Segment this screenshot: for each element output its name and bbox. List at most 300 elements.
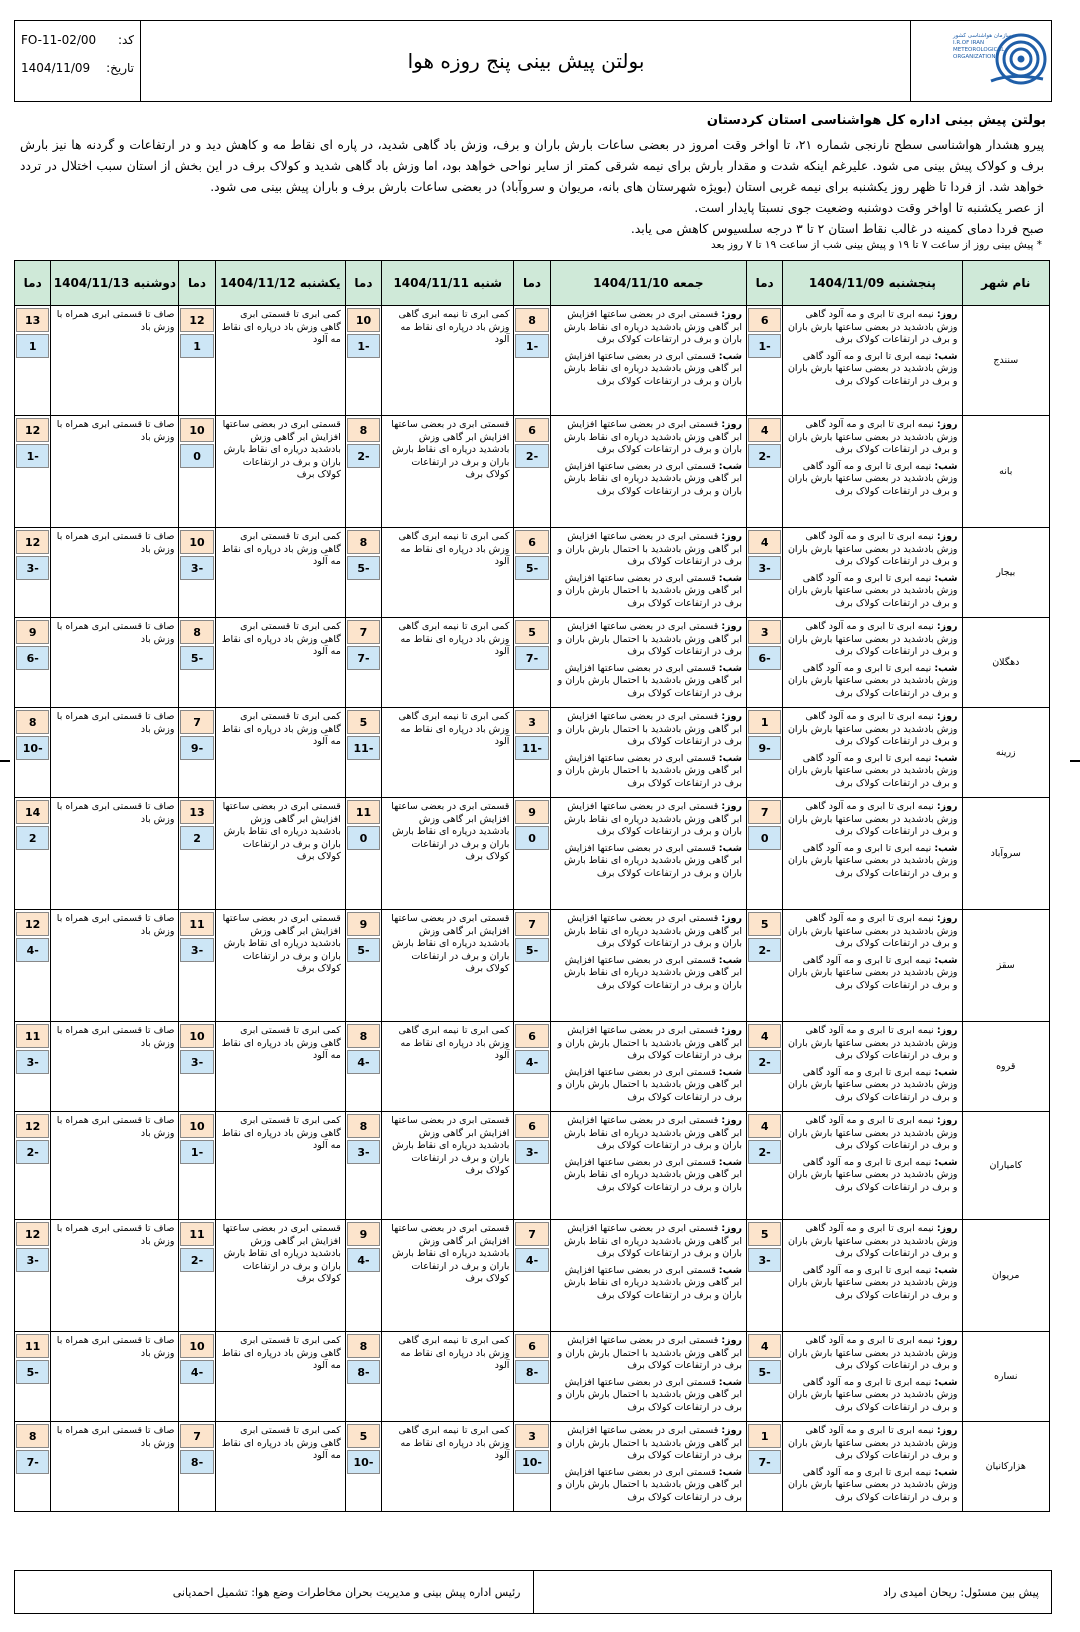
day-forecast bbox=[555, 531, 742, 569]
temperature-cell bbox=[514, 1220, 550, 1332]
temperature-cell bbox=[345, 910, 381, 1022]
forecast-time-note: * پیش بینی روز از ساعت ۷ تا ۱۹ و پیش بینی شب از ساعت ۱۹ تا ۷ روز بعد bbox=[711, 239, 1042, 251]
day-forecast-text: قسمتی ابری در بعضی ساعتها افزایش ابر گاهی وزش بادشدید با احتمال بارش باران و برف در ارتفاعات کولاک برف bbox=[557, 621, 742, 657]
night-forecast bbox=[555, 663, 742, 701]
city-name: سقز bbox=[962, 910, 1049, 1022]
max-temp: 9 bbox=[347, 912, 380, 936]
min-temp: -2 bbox=[748, 1140, 781, 1164]
forecast-text: کمی ابری تا قسمتی ابری گاهی وزش باد درپاره ای نقاط مه آلود bbox=[221, 1115, 341, 1151]
max-temp: 5 bbox=[748, 912, 781, 936]
temperature-cell bbox=[514, 528, 550, 618]
day-label: روز: bbox=[936, 1335, 958, 1346]
forecast-text: قسمتی ابری در بعضی ساعتها افزایش ابر گاهی وزش بادشدید دریاره ای نقاط بارش باران و برف در ارتفاعات کولاک برف bbox=[391, 419, 510, 480]
night-label: شب: bbox=[718, 662, 742, 674]
max-temp: 10 bbox=[180, 418, 213, 442]
code-box bbox=[15, 21, 141, 101]
max-temp: 6 bbox=[515, 530, 548, 554]
min-temp: -3 bbox=[16, 1248, 49, 1272]
forecast-text: کمی ابری تا نیمه ابری گاهی وزش باد درپاره ای نقاط مه آلود bbox=[398, 309, 510, 345]
temperature-cell bbox=[747, 618, 783, 708]
forecast-description bbox=[783, 1112, 962, 1220]
forecast-description bbox=[382, 416, 514, 528]
night-forecast bbox=[787, 1067, 957, 1105]
min-temp: -5 bbox=[347, 556, 380, 580]
table-row bbox=[15, 528, 1050, 618]
temp-column-header: دما bbox=[747, 261, 783, 306]
city-name: سروآباد bbox=[962, 798, 1049, 910]
temperature-cell bbox=[747, 1332, 783, 1422]
night-label: شب: bbox=[718, 350, 742, 362]
forecast-description bbox=[550, 708, 746, 798]
table-row bbox=[15, 708, 1050, 798]
day-forecast-text: قسمتی ابری در بعضی ساعتها افزایش ابر گاهی وزش بادشدید با احتمال بارش باران و برف در ارتفاعات کولاک برف bbox=[557, 531, 742, 567]
page-edge-mark bbox=[1070, 760, 1080, 762]
max-temp: 12 bbox=[180, 308, 213, 332]
night-forecast bbox=[555, 1067, 742, 1105]
forecast-description bbox=[382, 910, 514, 1022]
night-forecast-text: نیمه ابری تا ابری و مه آلود گاهی وزش بادشدید در بعضی ساعتها بارش باران و برف در ارتفاعات کولاک برف bbox=[787, 1156, 958, 1193]
temperature-cell bbox=[514, 798, 550, 910]
table-row bbox=[15, 1022, 1050, 1112]
night-forecast-text: نیمه ابری تا ابری و مه آلود گاهی وزش بادشدید در بعضی ساعتها بارش باران و برف در ارتفاعات کولاک برف bbox=[787, 350, 958, 387]
day-forecast bbox=[787, 1115, 957, 1153]
day-forecast-text: نیمه ابری تا ابری و مه آلود گاهی وزش بادشدید در بعضی ساعتها بارش باران و برف در ارتفاعات کولاک برف bbox=[787, 801, 958, 837]
night-forecast-text: قسمتی ابری در بعضی ساعتها افزایش ابر گاهی وزش بادشدید با احتمال بارش باران و برف در ارتفاعات کولاک برف bbox=[557, 1066, 742, 1103]
max-temp: 12 bbox=[16, 1222, 49, 1246]
max-temp: 6 bbox=[515, 1024, 548, 1048]
day-label: روز: bbox=[936, 913, 958, 924]
day-label: روز: bbox=[721, 309, 742, 320]
temperature-cell bbox=[15, 798, 51, 910]
forecast-text: صاف تا قسمتی ابری همراه با وزش باد bbox=[56, 1335, 175, 1359]
code-label: کد: bbox=[117, 33, 134, 47]
min-temp: -5 bbox=[16, 1360, 49, 1384]
forecast-text: کمی ابری تا نیمه ابری گاهی وزش باد درپاره ای نقاط مه آلود bbox=[398, 531, 510, 567]
city-name: نساره bbox=[962, 1332, 1049, 1422]
min-temp: -7 bbox=[515, 646, 548, 670]
forecast-text: کمی ابری تا نیمه ابری گاهی وزش باد درپاره ای نقاط مه آلود bbox=[398, 1025, 510, 1061]
day-forecast-text: قسمتی ابری در بعضی ساعتها افزایش ابر گاهی وزش بادشدید با احتمال بارش باران و برف در ارتفاعات کولاک برف bbox=[557, 1025, 742, 1061]
day-label: روز: bbox=[721, 913, 742, 924]
forecast-description bbox=[783, 306, 962, 416]
table-row bbox=[15, 1332, 1050, 1422]
day-label: روز: bbox=[721, 1223, 742, 1234]
forecast-description bbox=[783, 1220, 962, 1332]
min-temp: -7 bbox=[748, 1450, 781, 1474]
min-temp: 1 bbox=[16, 334, 49, 358]
day-forecast-text: نیمه ابری تا ابری و مه آلود گاهی وزش بادشدید در بعضی ساعتها بارش باران و برف در ارتفاعات کولاک برف bbox=[787, 621, 958, 657]
day-forecast-text: نیمه ابری تا ابری و مه آلود گاهی وزش بادشدید در بعضی ساعتها بارش باران و برف در ارتفاعات کولاک برف bbox=[787, 419, 958, 455]
forecast-description bbox=[550, 1422, 746, 1512]
night-forecast bbox=[787, 461, 957, 499]
max-temp: 12 bbox=[16, 418, 49, 442]
min-temp: -6 bbox=[16, 646, 49, 670]
night-forecast bbox=[555, 1157, 742, 1195]
max-temp: 10 bbox=[180, 1114, 213, 1138]
forecast-description bbox=[783, 1332, 962, 1422]
forecast-description bbox=[382, 1422, 514, 1512]
day-forecast bbox=[555, 1425, 742, 1463]
min-temp: -3 bbox=[16, 556, 49, 580]
day-label: روز: bbox=[721, 711, 742, 722]
temperature-cell bbox=[179, 1422, 215, 1512]
max-temp: 11 bbox=[16, 1334, 49, 1358]
temperature-cell bbox=[747, 1022, 783, 1112]
max-temp: 5 bbox=[515, 620, 548, 644]
day-column-header: شنبه 1404/11/11 bbox=[382, 261, 514, 306]
forecast-description bbox=[215, 1220, 345, 1332]
temperature-cell bbox=[179, 708, 215, 798]
temperature-cell bbox=[345, 1332, 381, 1422]
bulletin-page bbox=[14, 20, 1052, 1612]
forecast-description bbox=[550, 416, 746, 528]
forecast-description bbox=[51, 1332, 179, 1422]
max-temp: 4 bbox=[748, 418, 781, 442]
forecast-description bbox=[215, 416, 345, 528]
day-forecast bbox=[787, 1335, 957, 1373]
night-forecast bbox=[787, 573, 957, 611]
max-temp: 11 bbox=[16, 1024, 49, 1048]
forecast-description bbox=[382, 1022, 514, 1112]
min-temp: -4 bbox=[515, 1248, 548, 1272]
temperature-cell bbox=[345, 528, 381, 618]
forecast-description bbox=[550, 618, 746, 708]
night-label: شب: bbox=[718, 1066, 742, 1078]
night-forecast bbox=[787, 1157, 957, 1195]
temperature-cell bbox=[179, 416, 215, 528]
night-forecast bbox=[787, 753, 957, 791]
night-forecast bbox=[555, 573, 742, 611]
day-column-header: یکشنبه 1404/11/12 bbox=[215, 261, 345, 306]
max-temp: 8 bbox=[347, 1114, 380, 1138]
max-temp: 8 bbox=[347, 418, 380, 442]
max-temp: 5 bbox=[748, 1222, 781, 1246]
day-forecast bbox=[555, 1223, 742, 1261]
day-column-header: جمعه 1404/11/10 bbox=[550, 261, 746, 306]
logo-icon bbox=[911, 21, 1051, 101]
min-temp: -10 bbox=[515, 1450, 548, 1474]
night-label: شب: bbox=[718, 1466, 742, 1478]
forecast-description bbox=[550, 1022, 746, 1112]
min-temp: -2 bbox=[16, 1140, 49, 1164]
min-temp: 0 bbox=[347, 826, 380, 850]
day-forecast bbox=[787, 1223, 957, 1261]
temperature-cell bbox=[345, 618, 381, 708]
forecast-text: کمی ابری تا نیمه ابری گاهی وزش باد درپاره ای نقاط مه آلود bbox=[398, 621, 510, 657]
temperature-cell bbox=[514, 416, 550, 528]
max-temp: 11 bbox=[347, 800, 380, 824]
temperature-cell bbox=[179, 1112, 215, 1220]
night-label: شب: bbox=[934, 1066, 958, 1078]
day-forecast-text: نیمه ابری تا ابری و مه آلود گاهی وزش بادشدید در بعضی ساعتها بارش باران و برف در ارتفاعات کولاک برف bbox=[787, 1223, 958, 1259]
night-forecast bbox=[787, 351, 957, 389]
night-forecast bbox=[555, 351, 742, 389]
min-temp: -3 bbox=[16, 1050, 49, 1074]
day-label: روز: bbox=[936, 531, 958, 542]
table-row bbox=[15, 1220, 1050, 1332]
night-forecast bbox=[787, 1265, 957, 1303]
day-forecast bbox=[787, 801, 957, 839]
min-temp: -7 bbox=[347, 646, 380, 670]
night-forecast-text: نیمه ابری تا ابری و مه آلود گاهی وزش بادشدید در بعضی ساعتها بارش باران و برف در ارتفاعات کولاک برف bbox=[787, 1264, 958, 1301]
max-temp: 8 bbox=[347, 530, 380, 554]
day-forecast bbox=[787, 913, 957, 951]
night-label: شب: bbox=[934, 842, 958, 854]
day-column-header: پنجشنبه 1404/11/09 bbox=[783, 261, 962, 306]
min-temp: -2 bbox=[748, 1050, 781, 1074]
night-label: شب: bbox=[718, 1376, 742, 1388]
temperature-cell bbox=[15, 910, 51, 1022]
min-temp: -2 bbox=[347, 444, 380, 468]
organization-logo bbox=[910, 21, 1051, 101]
temperature-cell bbox=[15, 1220, 51, 1332]
forecast-text: کمی ابری تا نیمه ابری گاهی وزش باد درپاره ای نقاط مه آلود bbox=[398, 1425, 510, 1461]
night-label: شب: bbox=[718, 1156, 742, 1168]
forecast-description bbox=[215, 798, 345, 910]
min-temp: -3 bbox=[748, 1248, 781, 1272]
temperature-cell bbox=[747, 910, 783, 1022]
day-forecast bbox=[555, 1115, 742, 1153]
night-forecast-text: قسمتی ابری در بعضی ساعتها افزایش ابر گاهی وزش بادشدید با احتمال بارش باران و برف در ارتفاعات کولاک برف bbox=[557, 752, 742, 789]
forecast-description bbox=[382, 708, 514, 798]
table-row bbox=[15, 306, 1050, 416]
intro-paragraph: پیرو هشدار هواشناسی سطح نارنجی شماره ۲۱، تا اواخر وقت امروز در بعضی ساعات بارش باران و برف، وزش باد گاهی شدید، در پاره ای نقاط مه و کاهش دید و در ارتفاعات و گردنه ها نیز بارش برف و کولاک پیش بینی می شود. علیرغم اینکه شدت و مقدار بارش برای نیمه شرقی کمتر از سایر نواحی خواهد بود، اما وزش باد گاهی شدید و کولاک برف در این بخش از استان سبب اختلال در تردد خواهد شد. از فردا تا ظهر روز یکشنبه برای نیمه غربی استان (بویژه شهرستان های بانه، مریوان و سروآباد) در بعضی ساعات بارش برف و باران پیش بینی می شود. bbox=[20, 138, 1044, 194]
forecast-text: صاف تا قسمتی ابری همراه با وزش باد bbox=[56, 1115, 175, 1139]
day-label: روز: bbox=[936, 1025, 958, 1036]
city-name: مریوان bbox=[962, 1220, 1049, 1332]
min-temp: 0 bbox=[748, 826, 781, 850]
temperature-cell bbox=[747, 1422, 783, 1512]
forecast-text: صاف تا قسمتی ابری همراه با وزش باد bbox=[56, 531, 175, 555]
day-forecast bbox=[787, 1425, 957, 1463]
day-forecast bbox=[787, 531, 957, 569]
max-temp: 4 bbox=[748, 1024, 781, 1048]
forecast-text: قسمتی ابری در بعضی ساعتها افزایش ابر گاهی وزش بادشدید دریاره ای نقاط بارش باران و برف در ارتفاعات کولاک برف bbox=[222, 419, 341, 480]
forecast-description bbox=[382, 618, 514, 708]
night-label: شب: bbox=[934, 572, 958, 584]
date-label: تاریخ: bbox=[106, 61, 134, 75]
min-temp: 2 bbox=[16, 826, 49, 850]
day-forecast-text: قسمتی ابری در بعضی ساعتها افزایش ابر گاهی وزش بادشدید دریاره ای نقاط بارش باران و برف در ارتفاعات کولاک برف bbox=[564, 913, 742, 949]
day-forecast-text: قسمتی ابری در بعضی ساعتها افزایش ابر گاهی وزش بادشدید دریاره ای نقاط بارش باران و برف در ارتفاعات کولاک برف bbox=[564, 309, 742, 345]
temp-column-header: دما bbox=[345, 261, 381, 306]
min-temp: -1 bbox=[347, 334, 380, 358]
day-label: روز: bbox=[721, 621, 742, 632]
max-temp: 6 bbox=[515, 418, 548, 442]
night-forecast bbox=[555, 1377, 742, 1415]
forecast-text: صاف تا قسمتی ابری همراه با وزش باد bbox=[56, 621, 175, 645]
city-name: بانه bbox=[962, 416, 1049, 528]
min-temp: -2 bbox=[748, 444, 781, 468]
temp-column-header: دما bbox=[15, 261, 51, 306]
temperature-cell bbox=[15, 416, 51, 528]
temperature-cell bbox=[15, 528, 51, 618]
max-temp: 11 bbox=[180, 912, 213, 936]
day-forecast bbox=[555, 309, 742, 347]
max-temp: 3 bbox=[515, 1424, 548, 1448]
forecast-description bbox=[783, 618, 962, 708]
forecast-text: صاف تا قسمتی ابری همراه با وزش باد bbox=[56, 913, 175, 937]
table-row bbox=[15, 416, 1050, 528]
temperature-cell bbox=[179, 1332, 215, 1422]
forecast-text: قسمتی ابری در بعضی ساعتها افزایش ابر گاهی وزش بادشدید دریاره ای نقاط بارش باران و برف در ارتفاعات کولاک برف bbox=[391, 1223, 510, 1284]
day-label: روز: bbox=[936, 309, 958, 320]
max-temp: 9 bbox=[16, 620, 49, 644]
night-label: شب: bbox=[718, 460, 742, 472]
day-forecast-text: قسمتی ابری در بعضی ساعتها افزایش ابر گاهی وزش بادشدید دریاره ای نقاط بارش باران و برف در ارتفاعات کولاک برف bbox=[564, 801, 742, 837]
night-forecast-text: قسمتی ابری در بعضی ساعتها افزایش ابر گاهی وزش بادشدید دریاره ای نقاط بارش باران و برف در ارتفاعات کولاک برف bbox=[564, 954, 742, 991]
temperature-cell bbox=[345, 1112, 381, 1220]
forecast-description bbox=[215, 708, 345, 798]
temperature-cell bbox=[345, 1220, 381, 1332]
day-forecast bbox=[555, 1025, 742, 1063]
min-temp: -3 bbox=[180, 1050, 213, 1074]
min-temp: -8 bbox=[180, 1450, 213, 1474]
temperature-cell bbox=[514, 306, 550, 416]
temp-column-header: دما bbox=[514, 261, 550, 306]
intro-heading: بولتن پیش بینی اداره کل هواشناسی استان کردستان bbox=[706, 113, 1046, 128]
day-forecast-text: قسمتی ابری در بعضی ساعتها افزایش ابر گاهی وزش بادشدید با احتمال بارش باران و برف در ارتفاعات کولاک برف bbox=[557, 1425, 742, 1461]
day-forecast bbox=[787, 711, 957, 749]
max-temp: 7 bbox=[515, 1222, 548, 1246]
table-row bbox=[15, 1112, 1050, 1220]
forecast-description bbox=[550, 1220, 746, 1332]
night-forecast bbox=[555, 1467, 742, 1505]
max-temp: 12 bbox=[16, 1114, 49, 1138]
night-forecast-text: نیمه ابری تا ابری و مه آلود گاهی وزش بادشدید در بعضی ساعتها بارش باران و برف در ارتفاعات کولاک برف bbox=[787, 842, 958, 879]
max-temp: 7 bbox=[180, 1424, 213, 1448]
day-label: روز: bbox=[721, 1115, 742, 1126]
night-label: شب: bbox=[934, 1156, 958, 1168]
night-forecast-text: قسمتی ابری در بعضی ساعتها افزایش ابر گاهی وزش بادشدید با احتمال بارش باران و برف در ارتفاعات کولاک برف bbox=[557, 572, 742, 609]
temperature-cell bbox=[179, 1220, 215, 1332]
max-temp: 3 bbox=[515, 710, 548, 734]
forecast-text: صاف تا قسمتی ابری همراه با وزش باد bbox=[56, 1425, 175, 1449]
forecast-description bbox=[783, 528, 962, 618]
max-temp: 4 bbox=[748, 1114, 781, 1138]
forecast-text: قسمتی ابری در بعضی ساعتها افزایش ابر گاهی وزش بادشدید دریاره ای نقاط بارش باران و برف در ارتفاعات کولاک برف bbox=[391, 913, 510, 974]
min-temp: 0 bbox=[515, 826, 548, 850]
temperature-cell bbox=[747, 1220, 783, 1332]
forecaster-signature: پیش بین مسئول: ریحان امیدی راد bbox=[533, 1571, 1052, 1613]
temperature-cell bbox=[747, 798, 783, 910]
night-forecast bbox=[787, 663, 957, 701]
night-forecast-text: قسمتی ابری در بعضی ساعتها افزایش ابر گاهی وزش بادشدید دریاره ای نقاط بارش باران و برف در ارتفاعات کولاک برف bbox=[564, 460, 742, 497]
max-temp: 5 bbox=[347, 710, 380, 734]
night-forecast-text: قسمتی ابری در بعضی ساعتها افزایش ابر گاهی وزش بادشدید دریاره ای نقاط بارش باران و برف در ارتفاعات کولاک برف bbox=[564, 350, 742, 387]
min-temp: -2 bbox=[748, 938, 781, 962]
min-temp: -10 bbox=[347, 1450, 380, 1474]
min-temp: -9 bbox=[748, 736, 781, 760]
max-temp: 8 bbox=[180, 620, 213, 644]
forecast-description bbox=[783, 1022, 962, 1112]
forecast-text: کمی ابری تا قسمتی ابری گاهی وزش باد درپاره ای نقاط مه آلود bbox=[221, 1335, 341, 1371]
max-temp: 10 bbox=[180, 1334, 213, 1358]
temperature-cell bbox=[345, 306, 381, 416]
day-forecast bbox=[555, 621, 742, 659]
night-forecast-text: نیمه ابری تا ابری و مه آلود گاهی وزش بادشدید در بعضی ساعتها بارش باران و برف در ارتفاعات کولاک برف bbox=[787, 460, 958, 497]
forecast-description bbox=[382, 1112, 514, 1220]
forecast-text: کمی ابری تا نیمه ابری گاهی وزش باد درپاره ای نقاط مه آلود bbox=[398, 1335, 510, 1371]
forecast-table-body bbox=[15, 306, 1050, 1512]
night-label: شب: bbox=[934, 662, 958, 674]
table-header-row bbox=[15, 261, 1050, 306]
max-temp: 10 bbox=[180, 1024, 213, 1048]
day-forecast bbox=[555, 801, 742, 839]
max-temp: 6 bbox=[515, 1114, 548, 1138]
day-forecast bbox=[787, 309, 957, 347]
min-temp: -2 bbox=[515, 444, 548, 468]
logo-text-1: I.R.OF IRAN bbox=[953, 40, 985, 46]
code-value: FO-11-02/00 bbox=[21, 33, 97, 47]
day-label: روز: bbox=[936, 1425, 958, 1436]
min-temp: -3 bbox=[180, 556, 213, 580]
min-temp: -3 bbox=[748, 556, 781, 580]
forecast-text: صاف تا قسمتی ابری همراه با وزش باد bbox=[56, 1025, 175, 1049]
forecast-description bbox=[215, 618, 345, 708]
bulletin-title: بولتن پیش بینی پنج روزه هوا bbox=[407, 49, 645, 73]
night-forecast-text: نیمه ابری تا ابری و مه آلود گاهی وزش بادشدید در بعضی ساعتها بارش باران و برف در ارتفاعات کولاک برف bbox=[787, 1466, 958, 1503]
forecast-description bbox=[51, 618, 179, 708]
temperature-cell bbox=[345, 798, 381, 910]
forecast-description bbox=[215, 1422, 345, 1512]
forecast-description bbox=[51, 1112, 179, 1220]
city-name: هزارکانیان bbox=[962, 1422, 1049, 1512]
min-temp: -5 bbox=[180, 646, 213, 670]
forecast-description bbox=[51, 306, 179, 416]
forecast-description bbox=[215, 1022, 345, 1112]
night-forecast bbox=[787, 843, 957, 881]
forecast-text: قسمتی ابری در بعضی ساعتها افزایش ابر گاهی وزش بادشدید دریاره ای نقاط بارش باران و برف در ارتفاعات کولاک برف bbox=[391, 1115, 510, 1176]
temperature-cell bbox=[179, 618, 215, 708]
max-temp: 7 bbox=[347, 620, 380, 644]
min-temp: -4 bbox=[347, 1248, 380, 1272]
night-label: شب: bbox=[718, 752, 742, 764]
forecast-description bbox=[215, 306, 345, 416]
max-temp: 6 bbox=[515, 1334, 548, 1358]
night-forecast-text: قسمتی ابری در بعضی ساعتها افزایش ابر گاهی وزش بادشدید با احتمال بارش باران و برف در ارتفاعات کولاک برف bbox=[557, 1466, 742, 1503]
intro-paragraph: از عصر یکشنبه تا اواخر وقت دوشنبه وضعیت جوی نسبتا پایدار است. bbox=[694, 201, 1044, 215]
min-temp: -4 bbox=[515, 1050, 548, 1074]
day-label: روز: bbox=[936, 801, 958, 812]
max-temp: 7 bbox=[515, 912, 548, 936]
max-temp: 10 bbox=[347, 308, 380, 332]
forecast-description bbox=[783, 798, 962, 910]
night-label: شب: bbox=[934, 1376, 958, 1388]
min-temp: -3 bbox=[180, 938, 213, 962]
min-temp: -7 bbox=[16, 1450, 49, 1474]
night-forecast-text: نیمه ابری تا ابری و مه آلود گاهی وزش بادشدید در بعضی ساعتها بارش باران و برف در ارتفاعات کولاک برف bbox=[787, 1376, 958, 1413]
day-column-header: دوشنبه 1404/11/13 bbox=[51, 261, 179, 306]
temperature-cell bbox=[179, 306, 215, 416]
forecast-description bbox=[550, 1332, 746, 1422]
night-forecast-text: نیمه ابری تا ابری و مه آلود گاهی وزش بادشدید در بعضی ساعتها بارش باران و برف در ارتفاعات کولاک برف bbox=[787, 1066, 958, 1103]
forecast-description bbox=[215, 528, 345, 618]
forecast-text: کمی ابری تا قسمتی ابری گاهی وزش باد درپاره ای نقاط مه آلود bbox=[221, 531, 341, 567]
day-label: روز: bbox=[936, 1223, 958, 1234]
max-temp: 8 bbox=[347, 1334, 380, 1358]
temperature-cell bbox=[514, 910, 550, 1022]
night-forecast bbox=[555, 843, 742, 881]
temperature-cell bbox=[15, 1022, 51, 1112]
city-column-header: نام شهر bbox=[962, 261, 1049, 306]
max-temp: 8 bbox=[515, 308, 548, 332]
forecast-description bbox=[51, 1422, 179, 1512]
temperature-cell bbox=[514, 1332, 550, 1422]
night-label: شب: bbox=[934, 1466, 958, 1478]
day-forecast-text: نیمه ابری تا ابری و مه آلود گاهی وزش بادشدید در بعضی ساعتها بارش باران و برف در ارتفاعات کولاک برف bbox=[787, 1335, 958, 1371]
forecast-description bbox=[382, 1332, 514, 1422]
